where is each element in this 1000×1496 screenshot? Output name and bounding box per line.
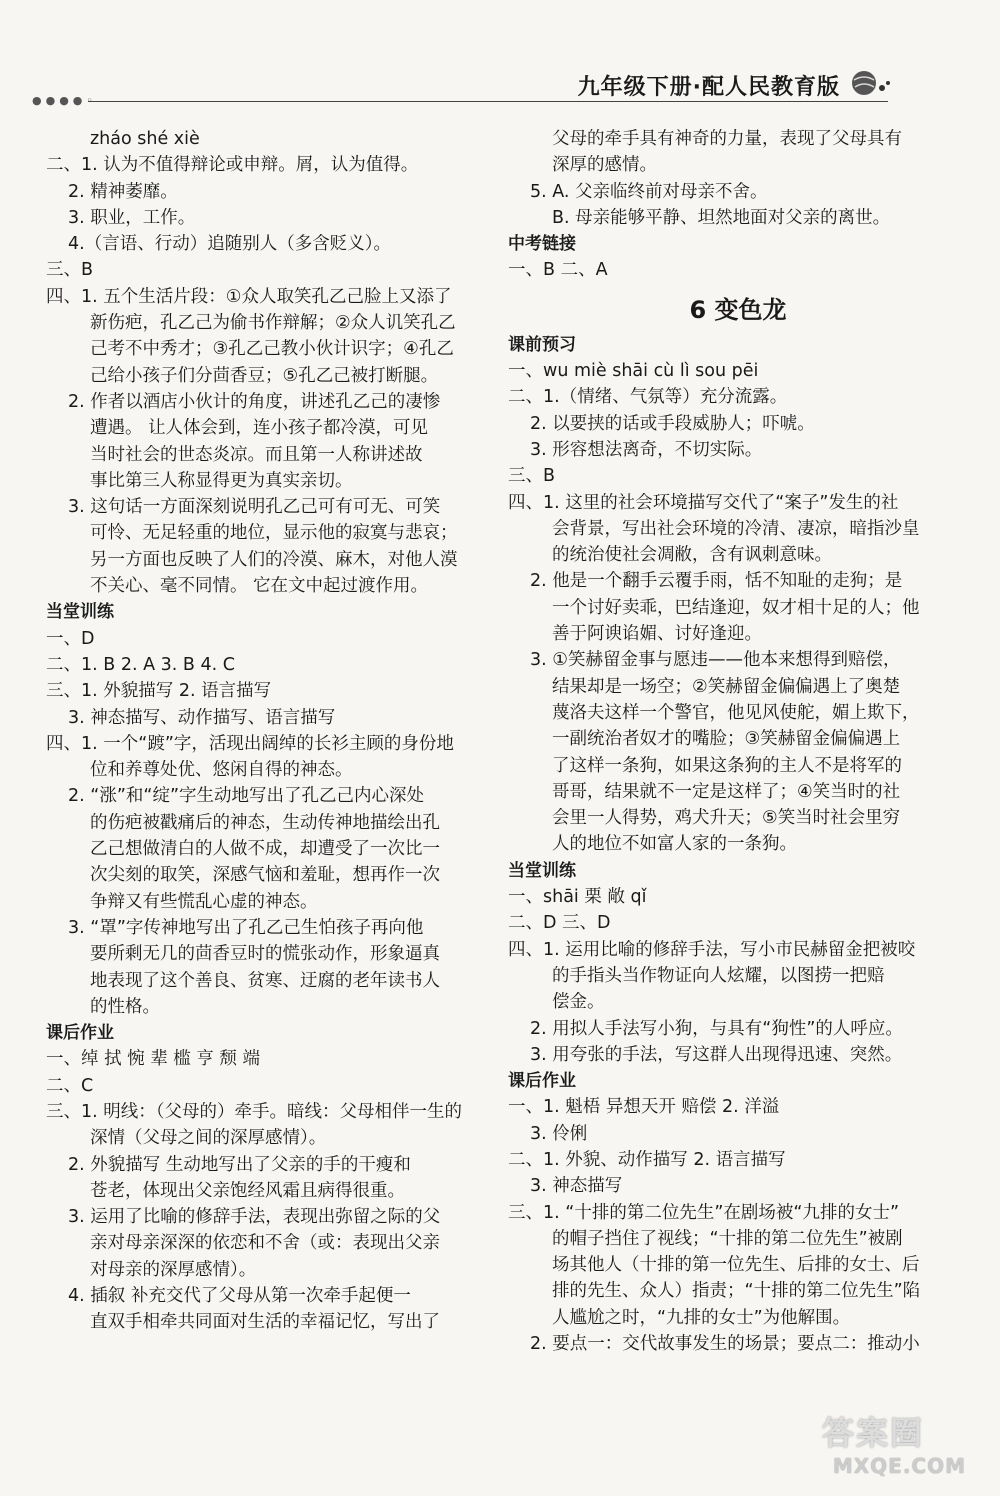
lesson-title: 6 变色龙 xyxy=(689,295,787,324)
answer-line: 一、D xyxy=(46,628,95,649)
answer-line: 争辩又有些慌乱心虚的神态。 xyxy=(90,891,318,912)
answer-line: 3. 神态描写 xyxy=(530,1176,623,1197)
answer-line: 二、D 三、D xyxy=(508,913,611,934)
answer-line: 二、1.（情绪、气氛等）充分流露。 xyxy=(508,387,788,408)
answer-line: 3. 伶俐 xyxy=(530,1123,588,1144)
answer-line: 地表现了这个善良、贫寒、迂腐的老年读书人 xyxy=(90,970,440,991)
answer-line: 的手指头当作物证向人炫耀，以图捞一把赔 xyxy=(552,965,885,986)
answer-line: 不关心、毫不同情。 它在文中起过渡作用。 xyxy=(90,576,429,597)
answer-line: 另一方面也反映了人们的冷漠、麻木，对他人漠 xyxy=(90,549,458,570)
answer-line: 3. 用夸张的手法，写这群人出现得迅速、突然。 xyxy=(530,1044,903,1065)
answer-line: 哥哥，结果就不一定是这样了；④笑当时的社 xyxy=(552,781,901,802)
answer-line: 的帽子挡住了视线；“十排的第二位先生”被剧 xyxy=(552,1228,903,1249)
answer-line: 一、B 二、A xyxy=(508,260,608,281)
answer-line: 新伤疤，孔乙己为偷书作辩解；②众人讥笑孔乙 xyxy=(90,313,456,334)
section-heading: 当堂训练 xyxy=(508,860,576,881)
answer-line: 的伤疤被戳痛后的神态，生动传神地描绘出孔 xyxy=(90,812,440,833)
section-heading: 中考链接 xyxy=(508,234,576,255)
answer-line: 偿金。 xyxy=(552,992,605,1013)
answer-line: 场其他人（十排的第一位先生、后排的女士、后 xyxy=(552,1255,920,1276)
answer-line: 3. 运用了比喻的修辞手法，表现出弥留之际的父 xyxy=(68,1207,441,1228)
answer-line: 四、1. 五个生活片段：①众人取笑孔乙己脸上又添了 xyxy=(46,286,452,307)
answer-line: 次尖刻的取笑，深感气恼和羞耻，想再作一次 xyxy=(90,865,440,886)
answer-line: 苍老，体现出父亲饱经风霜且病得很重。 xyxy=(90,1180,405,1201)
answer-line: 2. “涨”和“绽”字生动地写出了孔乙己内心深处 xyxy=(68,786,425,807)
answer-line: 排的先生、众人）指责；“十排的第二位先生”陷 xyxy=(552,1281,921,1302)
left-column xyxy=(46,126,474,1336)
answer-line: 一副统治者奴才的嘴脸；③笑赫留金偏偏遇上 xyxy=(552,729,901,750)
answer-line: 3. 职业，工作。 xyxy=(68,207,196,228)
answer-line: 三、1. 外貌描写 2. 语言描写 xyxy=(46,681,272,702)
answer-line: 人的地位不如富人家的一条狗。 xyxy=(552,834,797,855)
answer-line: 会背景，写出社会环境的冷清、凄凉，暗指沙皇 xyxy=(552,518,920,539)
answer-line: 2. 用拟人手法写小狗，与具有“狗性”的人呼应。 xyxy=(530,1018,903,1039)
answer-line: 三、B xyxy=(508,466,556,487)
answer-line: 2. 他是一个翻手云覆手雨，恬不知耻的走狗；是 xyxy=(530,571,903,592)
answer-line: 二、1. 外貌、动作描写 2. 语言描写 xyxy=(508,1149,786,1170)
answer-line: 3. “罩”字传神地写出了孔乙己生怕孩子再向他 xyxy=(68,917,424,938)
answer-line: 四、1. 运用比喻的修辞手法，写小市民赫留金把被咬 xyxy=(508,939,916,960)
answer-line: 要所剩无几的茴香豆时的慌张动作，形象逼真 xyxy=(90,944,440,965)
answer-line: 3. ①笑赫留金事与愿违——他本来想得到赔偿， xyxy=(530,650,901,671)
answer-line: 的性格。 xyxy=(90,996,160,1017)
answer-line: 遭遇。 让人体会到，连小孩子都冷漠，可见 xyxy=(90,418,429,439)
answer-line: 一、wu miè shāi cù lì sou pēi xyxy=(508,361,759,382)
section-heading: 课后作业 xyxy=(46,1023,114,1044)
header-title: 九年级下册·配人民教育版 xyxy=(577,75,840,100)
answer-line: 4.（言语、行动）追随别人（多含贬义）。 xyxy=(68,234,391,255)
answer-line: 一个讨好卖乖，巴结逢迎，奴才相十足的人；他 xyxy=(552,597,920,618)
answer-line: 蔑洛夫这样一个警官，他见风使舵，媚上欺下， xyxy=(552,702,920,723)
answer-line: 父母的牵手具有神奇的力量，表现了父母具有 xyxy=(552,129,902,149)
answer-line: 2. 以要挟的话或手段威胁人；吓唬。 xyxy=(530,413,815,434)
answer-line: 一、绰 拭 惋 辈 槛 亨 颓 端 xyxy=(46,1049,260,1070)
answer-line: 二、C xyxy=(46,1075,94,1096)
answer-line: 对母亲的深厚感情）。 xyxy=(90,1259,257,1280)
page-header xyxy=(0,60,1000,110)
answer-line: 5. A. 父亲临终前对母亲不舍。 xyxy=(530,181,768,202)
answer-line: 一、shāi 栗 敞 qǐ xyxy=(508,887,647,908)
answer-line: 结果却是一场空；②笑赫留金偏偏遇上了奥楚 xyxy=(552,676,901,697)
answer-line: 2. 精神萎靡。 xyxy=(68,181,178,202)
section-heading: 当堂训练 xyxy=(46,602,114,623)
answer-line: 3. 神态描写、动作描写、语言描写 xyxy=(68,707,336,728)
ball-icon xyxy=(850,68,890,98)
answer-line: 可怜、无足轻重的地位，显示他的寂寞与悲哀； xyxy=(90,523,458,544)
answer-line: 2. 作者以酒店小伙计的角度，讲述孔乙己的凄惨 xyxy=(68,391,441,412)
answer-line: zháo shé xiè xyxy=(90,129,200,149)
answer-line: 深情（父母之间的深厚感情）。 xyxy=(90,1128,327,1149)
watermark-logo: 答案圈 xyxy=(822,1414,925,1452)
answer-line: 2. 要点一：交代故事发生的场景；要点二：推动小 xyxy=(530,1334,920,1355)
section-heading: 课后作业 xyxy=(508,1071,576,1092)
answer-line: 位和养尊处优、悠闲自得的神态。 xyxy=(90,760,353,781)
answer-line: 二、1. B 2. A 3. B 4. C xyxy=(46,654,235,675)
answer-line: 三、B xyxy=(46,260,94,281)
answer-line: 亲对母亲深深的依恋和不舍（或：表现出父亲 xyxy=(90,1233,440,1254)
answer-line: 乙己想做清白的人做不成，却遭受了一次比一 xyxy=(90,839,440,860)
answer-line: 4. 插叙 补充交代了父母从第一次牵手起便一 xyxy=(68,1286,411,1307)
answer-line: 人尴尬之时，“九排的女士”为他解围。 xyxy=(552,1307,851,1328)
answer-line: 事比第三人称显得更为真实亲切。 xyxy=(90,470,353,491)
answer-line: 善于阿谀谄媚、讨好逢迎。 xyxy=(552,624,762,645)
section-heading: 课前预习 xyxy=(508,334,576,355)
answer-line: 的统治使社会凋敝，含有讽刺意味。 xyxy=(552,545,832,566)
answer-line: 深厚的感情。 xyxy=(552,155,657,176)
answer-line: 三、1. 明线：（父母的）牵手。暗线：父母相伴一生的 xyxy=(46,1101,463,1122)
decorative-dots: ●●●●◦ xyxy=(32,94,97,107)
watermark-url: MXQE.COM xyxy=(832,1454,966,1478)
answer-line: 四、1. 这里的社会环境描写交代了“案子”发生的社 xyxy=(508,492,899,513)
answer-line: B. 母亲能够平静、坦然地面对父亲的离世。 xyxy=(552,207,891,228)
answer-line: 一、1. 魁梧 异想天开 赔偿 2. 洋溢 xyxy=(508,1097,780,1118)
answer-line: 三、1. “十排的第二位先生”在剧场被“九排的女士” xyxy=(508,1202,900,1223)
answer-line: 直双手相牵共同面对生活的幸福记忆，写出了 xyxy=(90,1312,440,1333)
answer-line: 会里一人得势，鸡犬升天；⑤笑当时社会里穷 xyxy=(552,808,901,829)
answer-line: 四、1. 一个“踱”字，活现出阔绰的长衫主顾的身份地 xyxy=(46,733,454,754)
answer-line: 己考不中秀才；③孔乙己教小伙计识字；④孔乙 xyxy=(90,339,454,360)
answer-line: 2. 外貌描写 生动地写出了父亲的手的干瘦和 xyxy=(68,1154,411,1175)
answer-line: 3. 这句话一方面深刻说明孔乙己可有可无、可笑 xyxy=(68,497,441,518)
answer-line: 了这样一条狗，如果这条狗的主人不是将军的 xyxy=(552,755,902,776)
answer-line: 二、1. 认为不值得辩论或申辩。屑，认为值得。 xyxy=(46,155,419,176)
answer-line: 3. 形容想法离奇，不切实际。 xyxy=(530,439,763,460)
answer-line: 当时社会的世态炎凉。而且第一人称讲述故 xyxy=(90,444,423,465)
answer-line: 己给小孩子们分茴香豆；⑤孔乙己被打断腿。 xyxy=(90,365,439,386)
right-column xyxy=(508,126,928,1357)
header-rule xyxy=(88,101,888,102)
